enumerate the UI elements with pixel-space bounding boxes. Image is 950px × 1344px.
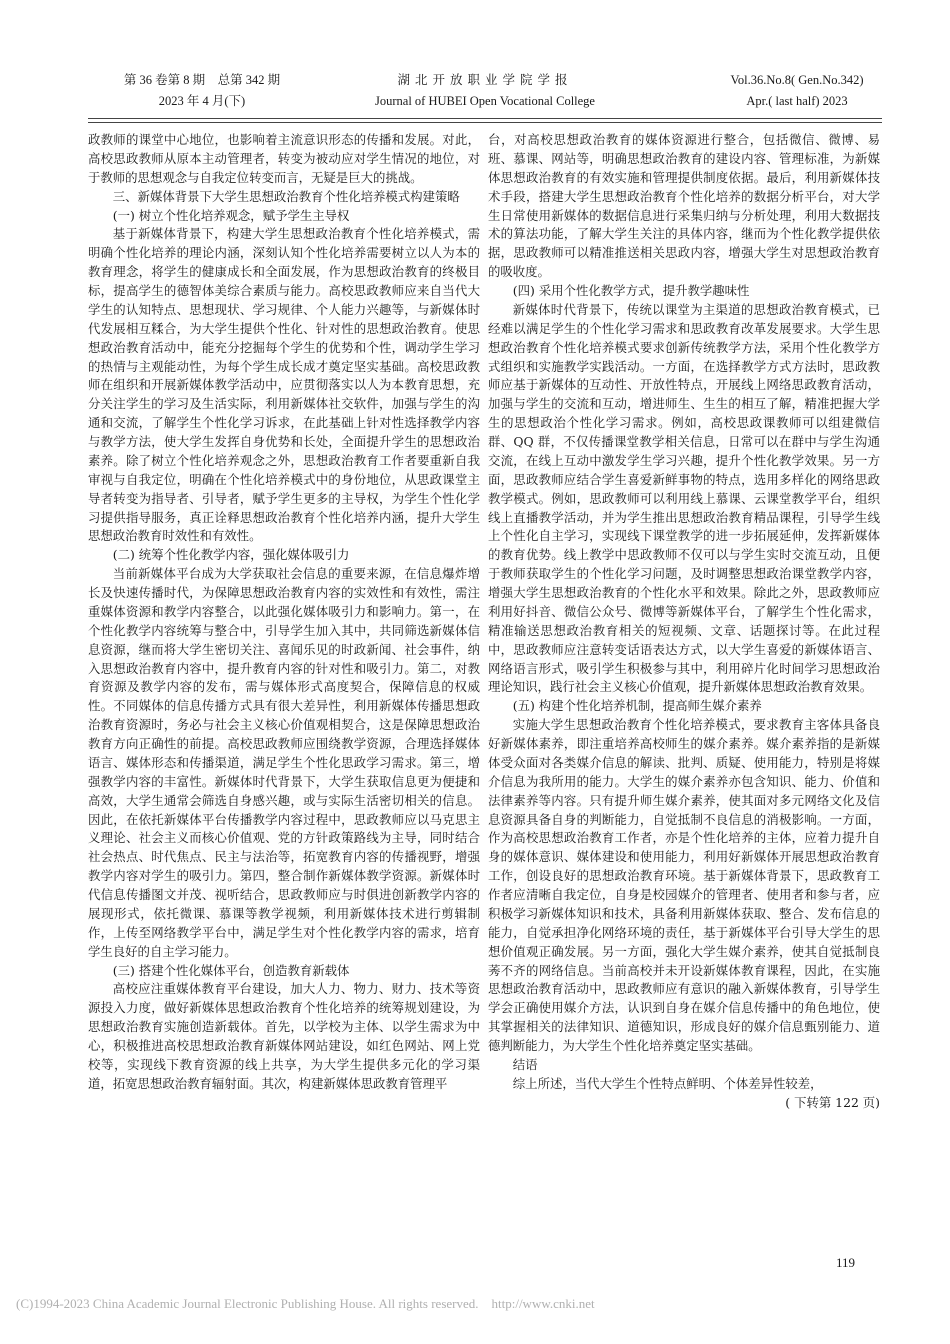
header-rule-top xyxy=(88,118,882,119)
issue-info-en xyxy=(712,70,882,112)
paragraph: 高校应注重媒体教育平台建设，加大人力、物力、财力、技术等资源投入力度，做好新媒体思想政治教育个性化培养的统筹规划建设，为思想政治教育实施创造新载体。首先，以学校为主体、以学生需求为中心，积极推进高校思想政治教育新媒体网站建设，如红色网站、网上党校等，实现线下教育资源的线上共享，为大学生提供多元化的学习渠道，拓宽思想政治教育辐射面。其次，构建新媒体思政教育管理平 xyxy=(88,981,480,1091)
section-heading: (二) 统筹个性化教学内容，强化媒体吸引力 xyxy=(112,547,350,563)
section-heading: 三、新媒体背景下大学生思想政治教育个性化培养模式构建策略 xyxy=(112,188,460,204)
issue-date: 2023 年 4 月(下) xyxy=(158,94,246,108)
journal-title-en: Journal of HUBEI Open Vocational College xyxy=(375,94,595,108)
section-heading: 结语 xyxy=(512,1056,538,1072)
paragraph: 政教师的课堂中心地位，也影响着主流意识形态的传播和发展。对此，高校思政教师从原本主动管理者，转变为被动应对学生情况的地位，对于教师的思想观念与自我定位转变而言，无疑是巨大的挑战。 xyxy=(88,132,480,185)
paragraph: 实施大学生思想政治教育个性化培养模式，要求教育主客体具备良好新媒体素养，即注重培养高校师生的媒介素养。媒介素养指的是新媒体受众面对各类媒介信息的解读、批判、质疑、使用能力，特别是将媒介信息为我所用的能力。大学生的媒介素养亦包含知识、能力、价值和法律素养等内容。只有提升师生媒介素养，使其面对多元网络文化及信息资源具备自身的判断能力，自觉抵制不良信息的消极影响。一方面，作为高校思想政治教育工作者，亦是个性化培养的主体，应着力提升自身的媒体意识、媒体建设和使用能力，利用好新媒体开展思想政治教育工作，创设良好的思想政治教育环境。基于新媒体背景下，思政教育工作者应清晰自我定位，自身是校园媒介的管理者、使用者和参与者，应积极学习新媒体知识和技术，具备利用新媒体获取、整合、发布信息的能力，自觉承担净化网络环境的责任，基于新媒体平台引导大学生的思想价值观正确发展。另一方面，强化大学生媒介素养，使其自觉抵制良莠不齐的网络信息。当前高校并未开设新媒体教育课程，因此，在实施思想政治教育活动中，思政教师应有意识的融入新媒体教育，引导学生学会正确使用媒介方法，认识到自身在媒介信息传播中的角色地位，使其掌握相关的法律知识、道德知识，形成良好的媒介信息甄别能力、道德判断能力，为大学生个性化培养奠定坚实基础。 xyxy=(488,717,880,1053)
section-heading: (四) 采用个性化教学方式，提升教学趣味性 xyxy=(512,283,750,298)
journal-header xyxy=(88,70,882,116)
issue-volume: 第 36 卷第 8 期 总第 342 期 xyxy=(123,73,281,87)
continuation-note: ( 下转第 122 页) xyxy=(785,1094,880,1110)
paragraph: 台，对高校思想政治教育的媒体资源进行整合，包括微信、微博、易班、慕课、网站等，明确思想政治教育的建设内容、管理标准，为新媒体思想政治教育的有效实施和管理提供制度依据。最后，利用新媒体技术手段，搭建大学生思想政治教育个性化培养的数据分析平台，对大学生日常使用新媒体的数据信息进行采集归纳与分析处理，利用大数据技术的算法功能，了解大学生关注的具体内容，继而为个性化教学提供依据，思政教师可以精准推送相关思政内容，增强大学生对思想政治教育的吸收度。 xyxy=(488,132,880,280)
journal-title-cn: 湖北开放职业学院学报 xyxy=(397,73,573,87)
paragraph: 当前新媒体平台成为大学获取社会信息的重要来源，在信息爆炸增长及快速传播时代，为保障思想政治教育内容的实效性和有效性，需注重媒体资源和教学内容整合，以此强化媒体吸引力和影响力。第一，在个性化教学内容统筹与整合中，引导学生加入其中，共同筛选新媒体信息资源，继而将大学生密切关注、喜闻乐见的时政新闻、社会事件，纳入思想政治教育内容中，提升教育内容的针对性和吸引力。第二，对教育资源及教学内容的发布，需与媒体形式高度契合，保障信息的权威性。不同媒体的信息传播方式具有很大差异性，利用新媒体传播思想政治教育资源时，务必与社会主义核心价值观相契合，这是保障思想政治教育方向正确性的前提。高校思政教师应围绕教学资源，合理选择媒体语言、媒体形态和传播渠道，满足学生个性化思政学习需求。第三，增强教学内容的丰富性。新媒体时代背景下，大学生获取信息更为便捷和高效，大学生通常会筛选自身感兴趣，或与实际生活密切相关的信息。因此，在依托新媒体平台传播教学内容过程中，思政教师应以马克思主义理论、社会主义而核心价值观、党的方针政策路线为主导，同时结合社会热点、时代焦点、民主与法治等，拓宽教育内容的传播视野，增强教学内容对学生的吸引力。第四，整合制作新媒体教学资源。新媒体时代信息传播图文并茂、视听结合，思政教师应与时俱进创新教学内容的展现形式，依托微课、慕课等教学视频，利用新媒体技术进行剪辑制作，上传至网络教学平台中，满足学生对个性化教学内容的需求，培育学生良好的自主学习能力。 xyxy=(88,566,480,959)
paragraph: 综上所述，当代大学生个性特点鲜明、个体差异性较差， xyxy=(512,1075,823,1091)
paragraph: 基于新媒体背景下，构建大学生思想政治教育个性化培养模式，需明确个性化培养的理论内涵，深刻认知个性化培养需要树立以人为本的教育理念，将学生的健康成长和全面发展，作为思想政治教育的终极目标，提高学生的德智体美综合素质与能力。高校思政教师应来自当代大学生的认知特点、思想现状、学习规律、个人能力兴趣等，与新媒体时代发展相互糅合，为大学生提供个性化、针对性的思想政治教育。使思想政治教育活动中，能充分挖掘每个学生的优势和个性，调动学生学习的热情与主观能动性，为每个学生成长成才奠定坚实基础。高校思政教师在组织和开展新媒体教学活动中，应贯彻落实以人为本教育思想，充分关注学生的学习及生活实际，利用新媒体社交软件，加强与学生的沟通和交流，了解学生个性化学习诉求，在此基础上针对性选择教学内容与教学方法，使大学生发挥自身优势和长处，全面提升学生的思想政治素养。除了树立个性化培养观念之外，思想政治教育工作者要重新自我审视与自我定位，明确在个性化培养模式中的身份地位，从思政课堂主导者转变为指导者、引导者，赋予学生更多的主导权，为学生个性化学习提供指导服务，真正诠释思想政治教育个性化培养内涵，提升大学生思想政治教育时效性和有效性。 xyxy=(88,226,480,544)
issue-volume-en: Vol.36.No.8( Gen.No.342) xyxy=(730,73,864,87)
copyright-notice: (C)1994-2023 China Academic Journal Electronic Publishing House. All rights reserved. http://www.cnki.net xyxy=(16,1296,595,1311)
header-rule-bottom xyxy=(88,122,882,123)
issue-date-en: Apr.( last half) 2023 xyxy=(746,94,848,108)
page-number: 119 xyxy=(836,1255,856,1270)
left-column xyxy=(88,131,480,1094)
paragraph: 新媒体时代背景下，传统以课堂为主渠道的思想政治教育模式，已经难以满足学生的个性化学习需求和思政教育改革发展要求。大学生思想政治教育个性化培养模式要求创新传统教学方法，采用个性化教学方式组织和实施教学实践活动。一方面，在选择教学方式方法时，思政教师应基于新媒体的互动性、开放性特点，开展线上网络思政教育活动，加强与学生的交流和互动，增进师生、生生的相互了解，精准把握大学生的思想政治个性化学习需求。例如，高校思政课教师可以组建微信群、QQ 群，不仅传播课堂教学相关信息，日常可以在群中与学生沟通交流，在线上互动中激发学生学习兴趣，提升个性化教学效果。另一方面，思政教师应结合学生喜爱新鲜事物的特点，选用多样化的网络思政教学模式。例如，思政教师可以利用线上慕课、云课堂教学平台，组织线上直播教学活动，并为学生推出思想政治教育精品课程，引导学生线上个性化自主学习，实现线下课堂教学的进一步拓展延伸，发挥新媒体的教育优势。线上教学中思政教师不仅可以与学生实时交流互动，且便于教师获取学生的个性化学习问题，及时调整思想政治课堂教学内容，增强大学生思想政治教育的个性化水平和效果。除此之外，思政教师应利用好抖音、微信公众号、微博等新媒体平台，了解学生个性化需求，精准输送思想政治教育相关的短视频、文章、话题探讨等。在此过程中，思政教师应注意转变话语表达方式，以大学生喜爱的新媒体语言、网络语言形式，吸引学生积极参与其中，利用碎片化时间学习思想政治理论知识，践行社会主义核心价值观，提升新媒体思想政治教育效果。 xyxy=(488,301,880,695)
section-heading: (一) 树立个性化培养观念，赋予学生主导权 xyxy=(112,207,350,223)
section-heading: (三) 搭建个性化媒体平台，创造教育新载体 xyxy=(112,962,350,978)
right-column xyxy=(488,131,880,1113)
section-heading: (五) 构建个性化培养机制，提高师生媒介素养 xyxy=(512,698,762,714)
